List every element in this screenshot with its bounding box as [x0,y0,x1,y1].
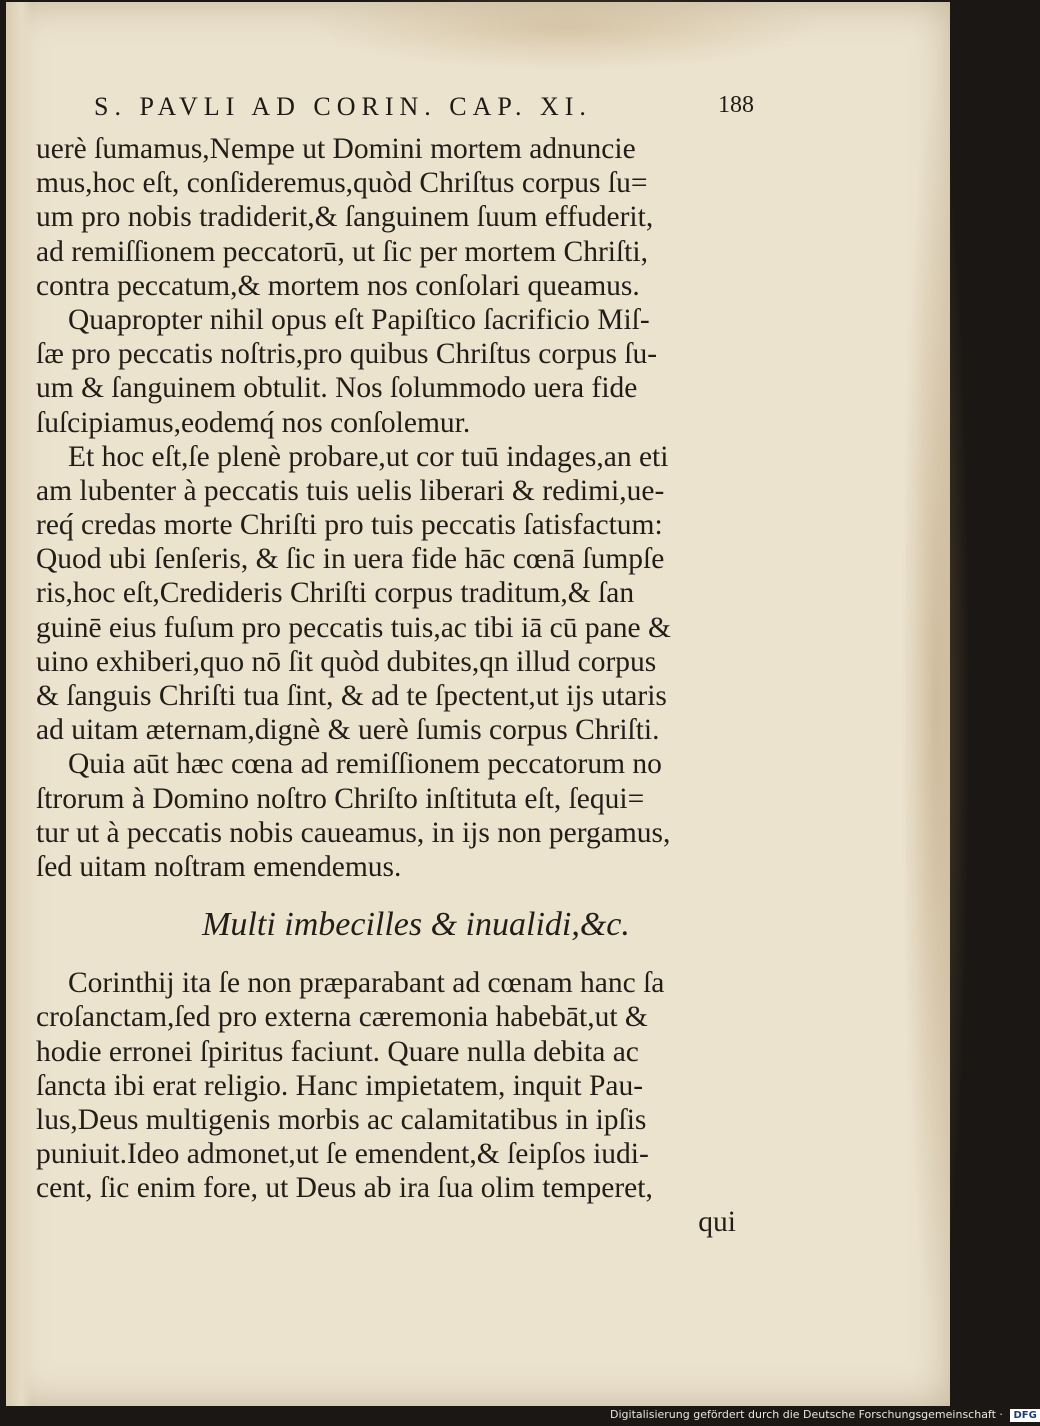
text-line: Quod ubi ſenſeris, & ſic in uera fide hāc cœnā ſumpſe [36,543,665,576]
paragraph [36,966,756,1205]
dfg-logo: DFG [1010,1409,1039,1422]
text-line: contra peccatum,& mortem nos conſolari queamus. [36,269,640,302]
text-line: ad remiſſionem peccatorū, ut ſic per mortem Chriſti, [36,235,648,268]
text-line: croſanctam,ſed pro externa cæremonia habebāt,ut & [36,1001,648,1034]
text-line: hodie erronei ſpiritus faciunt. Quare nulla debita ac [36,1035,639,1068]
catchword: qui [698,1206,736,1239]
text-line: req́ credas morte Chriſti pro tuis peccatis ſatisfactum: [36,509,663,542]
text-line: ad uitam æternam,dignè & uerè ſumis corpus Chriſti. [36,714,660,747]
text-line: ſed uitam noſtram emendemus. [36,850,402,883]
text-line: Quapropter nihil opus eſt Papiſtico ſacrificio Miſ- [68,303,650,336]
text-line: uerè ſumamus,Nempe ut Domini mortem adnuncie [36,133,636,165]
paragraph [36,440,756,748]
folio-number: 188 [718,92,754,118]
paper-stain [306,0,826,72]
text-line: Corinthij ita ſe non præparabant ad cœnam hanc ſa [68,967,665,1000]
text-line: uino exhiberi,quo nō ſit quòd dubites,qn illud corpus [36,645,657,678]
text-line: ſtrorum à Domino noſtro Chriſto inſtituta eſt, ſequi= [36,782,645,815]
section-heading: Multi imbecilles & inualidi,&c. [202,906,630,944]
text-line: um pro nobis tradiderit,& ſanguinem ſuum effuderit, [36,201,654,234]
page-edge [6,2,32,1406]
running-title: S. PAVLI AD CORIN. CAP. XI. [94,92,592,121]
text-line: guinē eius fuſum pro peccatis tuis,ac tibi iā cū pane & [36,611,671,644]
page-header [94,92,754,132]
book-page [6,2,950,1406]
credit-text: Digitalisierung gefördert durch die Deutsche Forschungsgemeinschaft [610,1408,996,1421]
text-line: cent, ſic enim fore, ut Deus ab ira ſua olim temperet, [36,1172,653,1205]
text-line: ſancta ibi erat religio. Hanc impietatem, inquit Pau- [36,1069,644,1102]
text-line: um & ſanguinem obtulit. Nos ſolummodo uera fide [36,372,638,405]
text-line: puniuit.Ideo admonet,ut ſe emendent,& ſeipſos iudi- [36,1138,649,1171]
text-line: & ſanguis Chriſti tua ſint, & ad te ſpectent,ut ijs utaris [36,680,667,712]
text-line: ſuſcipiamus,eodemq́ nos conſolemur. [36,406,471,439]
paragraph [36,132,756,303]
paper-stain [900,82,970,1332]
body-text [36,132,756,1240]
text-line: tur ut à peccatis nobis caueamus, in ijs non pergamus, [36,816,671,849]
text-line: Quia aūt hæc cœna ad remiſſionem peccatorum no [68,748,662,781]
paragraph [36,747,756,884]
text-line: am lubenter à peccatis tuis uelis liberari & redimi,ue- [36,474,665,507]
text-line: ris,hoc eſt,Credideris Chriſti corpus traditum,& ſan [36,577,635,610]
text-line: ſæ pro peccatis noſtris,pro quibus Chriſtus corpus ſu- [36,338,658,371]
digitization-credit: Digitalisierung gefördert durch die Deutsche Forschungsgemeinschaft · DFG [610,1408,996,1424]
text-line: mus,hoc eſt, conſideremus,quòd Chriſtus corpus ſu= [36,167,648,200]
paragraph [36,303,756,440]
text-line: lus,Deus multigenis morbis ac calamitatibus in ipſis [36,1103,647,1136]
text-line: Et hoc eſt,ſe plenè probare,ut cor tuū indages,an eti [68,440,669,473]
